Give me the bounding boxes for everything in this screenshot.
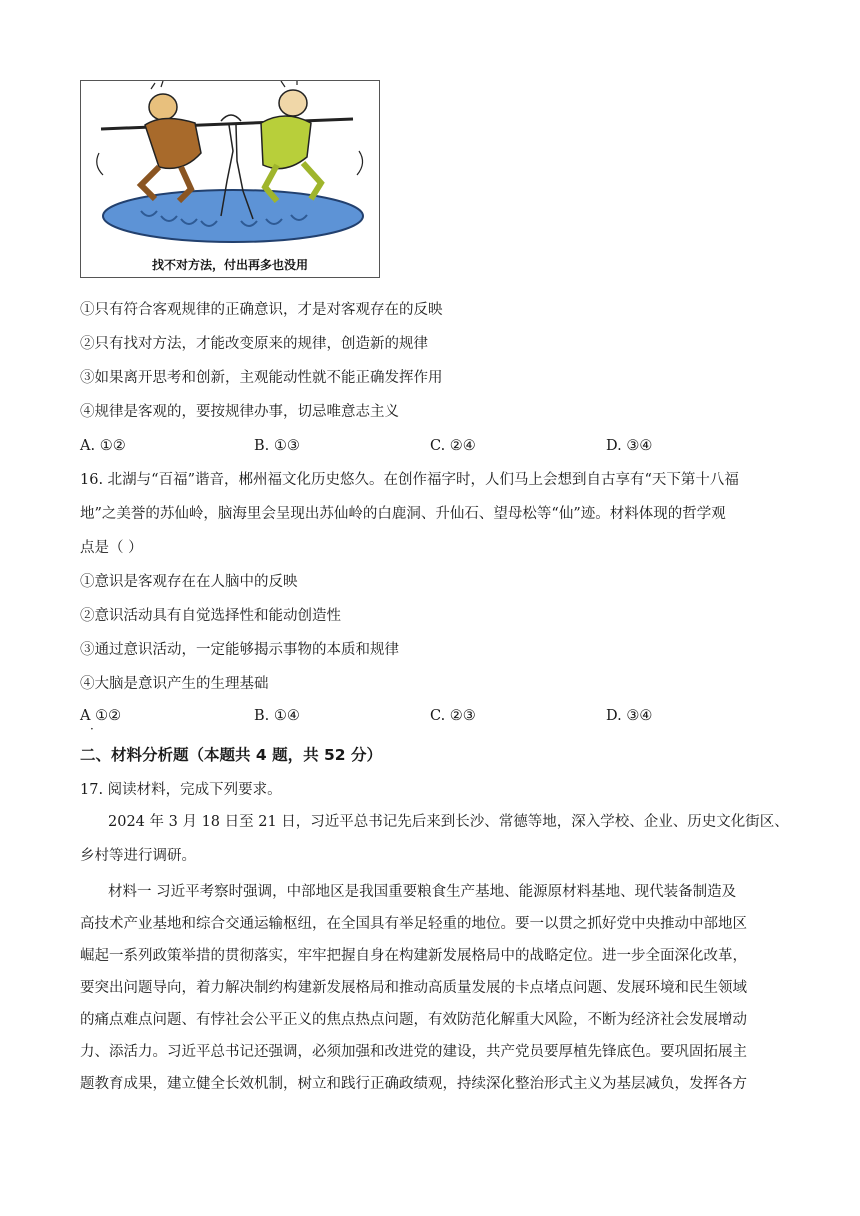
q17-material1-line-4: 要突出问题导向，着力解决制约构建新发展格局和推动高质量发展的卡点堵点问题、发展环境和民生领域	[80, 980, 747, 996]
section-heading: 二、材料分析题（本题共 4 题，共 52 分）	[80, 746, 382, 764]
q17-material1-line-2: 高技术产业基地和综合交通运输枢纽，在全国具有举足轻重的地位。要一以贯之抓好党中央推动中部地区	[80, 916, 747, 932]
q15-item-1: ①只有符合客观规律的正确意识，才是对客观存在的反映	[80, 302, 443, 318]
q16-stem-line-3: 点是（ ）	[80, 540, 143, 556]
q16-option-c[interactable]: C. ②③	[430, 708, 476, 724]
stray-dot: ·	[90, 722, 94, 736]
q17-intro-line-1: 2024 年 3 月 18 日至 21 日，习近平总书记先后来到长沙、常德等地，深入学校、企业、历史文化街区、	[108, 814, 789, 830]
q16-item-4: ④大脑是意识产生的生理基础	[80, 676, 269, 692]
q16-option-a[interactable]: A ①②	[80, 708, 122, 724]
q16-stem-line-1: 16. 北湖与“百福”谐音，郴州福文化历史悠久。在创作福字时，人们马上会想到自古享有“天下第十八福	[80, 472, 739, 488]
q16-stem-line-2: 地”之美誉的苏仙岭，脑海里会呈现出苏仙岭的白鹿洞、升仙石、望母松等“仙”迹。材料体现的哲学观	[80, 506, 726, 522]
q15-option-c[interactable]: C. ②④	[430, 438, 476, 454]
cartoon-caption: 找不对方法，付出再多也没用	[151, 258, 308, 272]
q15-option-b[interactable]: B. ①③	[254, 438, 300, 454]
q15-item-2: ②只有找对方法，才能改变原来的规律，创造新的规律	[80, 336, 428, 352]
q15-option-d[interactable]: D. ③④	[606, 438, 653, 454]
left-figure	[141, 94, 201, 201]
q16-item-1: ①意识是客观存在在人脑中的反映	[80, 574, 298, 590]
q16-option-b[interactable]: B. ①④	[254, 708, 300, 724]
q17-stem: 17. 阅读材料，完成下列要求。	[80, 782, 282, 798]
q17-intro-line-2: 乡村等进行调研。	[80, 848, 196, 864]
q17-material1-line-7: 题教育成果，建立健全长效机制，树立和践行正确政绩观，持续深化整治形式主义为基层减负，发挥各方	[80, 1076, 747, 1092]
right-figure	[261, 90, 321, 201]
q17-material1-line-6: 力、添活力。习近平总书记还强调，必须加强和改进党的建设，共产党员要厚植先锋底色。要巩固拓展主	[80, 1044, 747, 1060]
q16-option-d[interactable]: D. ③④	[606, 708, 653, 724]
tug-of-war-illustration	[81, 81, 379, 277]
cartoon-image	[80, 80, 380, 278]
q16-item-2: ②意识活动具有自觉选择性和能动创造性	[80, 608, 341, 624]
q15-option-a[interactable]: A. ①②	[80, 438, 126, 454]
q15-item-4: ④规律是客观的，要按规律办事，切忌唯意志主义	[80, 404, 399, 420]
q17-material1-line-3: 崛起一系列政策举措的贯彻落实，牢牢把握自身在构建新发展格局中的战略定位。进一步全面深化改革，	[80, 948, 747, 964]
q15-item-3: ③如果离开思考和创新，主观能动性就不能正确发挥作用	[80, 370, 443, 386]
q17-material1-line-1: 材料一 习近平考察时强调，中部地区是我国重要粮食生产基地、能源原材料基地、现代装备制造及	[108, 884, 737, 900]
q16-item-3: ③通过意识活动，一定能够揭示事物的本质和规律	[80, 642, 399, 658]
q17-material1-line-5: 的痛点难点问题、有悖社会公平正义的焦点热点问题，有效防范化解重大风险，不断为经济社会发展增动	[80, 1012, 747, 1028]
